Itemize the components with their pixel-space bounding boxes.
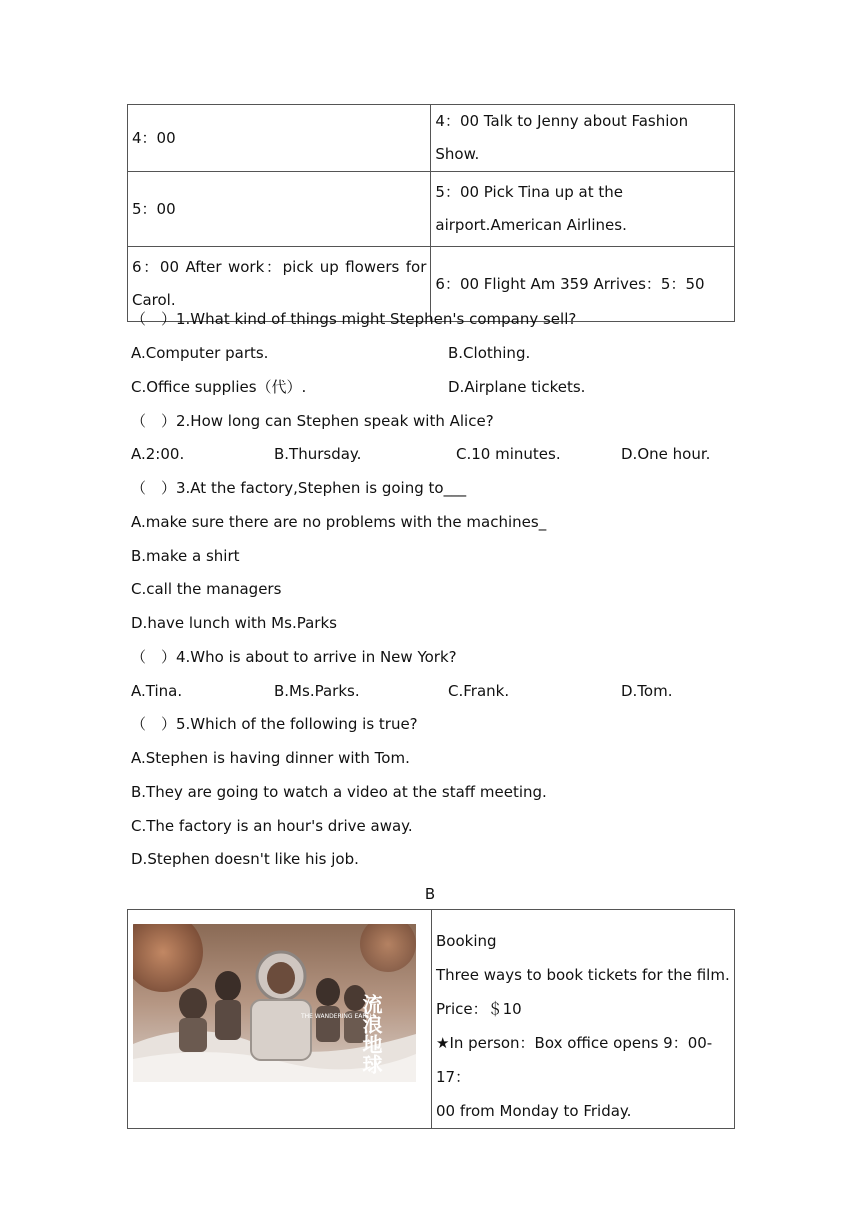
q5-option-d: D.Stephen doesn't like his job.: [131, 850, 359, 868]
booking-price: Price：＄10: [436, 1000, 522, 1018]
schedule-cell: 5：00 Pick Tina up at the airport.American Airlines.: [431, 172, 735, 247]
booking-heading: Booking: [436, 932, 497, 950]
q2-option-c: C.10 minutes.: [456, 445, 561, 463]
question-1-stem: （ ）1.What kind of things might Stephen's company sell?: [131, 310, 577, 328]
q3-option-d: D.have lunch with Ms.Parks: [131, 614, 337, 632]
table-row: [128, 105, 735, 172]
q1-option-a: A.Computer parts.: [131, 344, 269, 362]
booking-table: [127, 909, 735, 1129]
section-b-heading: B: [424, 885, 436, 903]
q5-option-a: A.Stephen is having dinner with Tom.: [131, 749, 410, 767]
booking-info-cell: [432, 910, 735, 1129]
q2-option-d: D.One hour.: [621, 445, 711, 463]
question-3-stem: （ ）3.At the factory,Stephen is going to___: [131, 479, 467, 497]
booking-in-person: ★In person：Box office opens 9：00-17：: [436, 1034, 713, 1086]
booking-in-person-cont: 00 from Monday to Friday.: [436, 1102, 632, 1120]
q3-option-c: C.call the managers: [131, 580, 282, 598]
table-row: [128, 172, 735, 247]
q4-option-d: D.Tom.: [621, 682, 673, 700]
question-4-stem: （ ）4.Who is about to arrive in New York?: [131, 648, 457, 666]
q1-option-c: C.Office supplies（代）.: [131, 378, 307, 396]
schedule-cell-text: 6：00 After work：pick up flowers for Carol.: [132, 258, 427, 309]
question-2-stem: （ ）2.How long can Stephen speak with Alice?: [131, 412, 494, 430]
schedule-cell: 4：00: [128, 105, 431, 172]
schedule-cell: 4：00 Talk to Jenny about Fashion Show.: [431, 105, 735, 172]
booking-intro: Three ways to book tickets for the film.: [436, 966, 730, 984]
q5-option-b: B.They are going to watch a video at the staff meeting.: [131, 783, 547, 801]
q1-option-d: D.Airplane tickets.: [448, 378, 586, 396]
q4-option-c: C.Frank.: [448, 682, 510, 700]
poster-title-en: THE WANDERING EARTH: [301, 1013, 375, 1020]
schedule-table: [127, 104, 735, 322]
q5-option-c: C.The factory is an hour's drive away.: [131, 817, 413, 835]
q1-option-b: B.Clothing.: [448, 344, 531, 362]
question-5-stem: （ ）5.Which of the following is true?: [131, 715, 418, 733]
poster-cell: [128, 910, 432, 1129]
q2-option-b: B.Thursday.: [274, 445, 362, 463]
q4-option-b: B.Ms.Parks.: [274, 682, 360, 700]
q4-option-a: A.Tina.: [131, 682, 183, 700]
table-row: [128, 910, 735, 1129]
q3-option-a: A.make sure there are no problems with the machines_: [131, 513, 547, 531]
film-poster-image: [133, 924, 416, 1082]
poster-title-cn: 流浪地球: [359, 994, 383, 1074]
schedule-cell: 5：00: [128, 172, 431, 247]
schedule-cell: 6：00 Flight Am 359 Arrives：5：50: [431, 247, 735, 322]
q2-option-a: A.2:00.: [131, 445, 185, 463]
q3-option-b: B.make a shirt: [131, 547, 240, 565]
